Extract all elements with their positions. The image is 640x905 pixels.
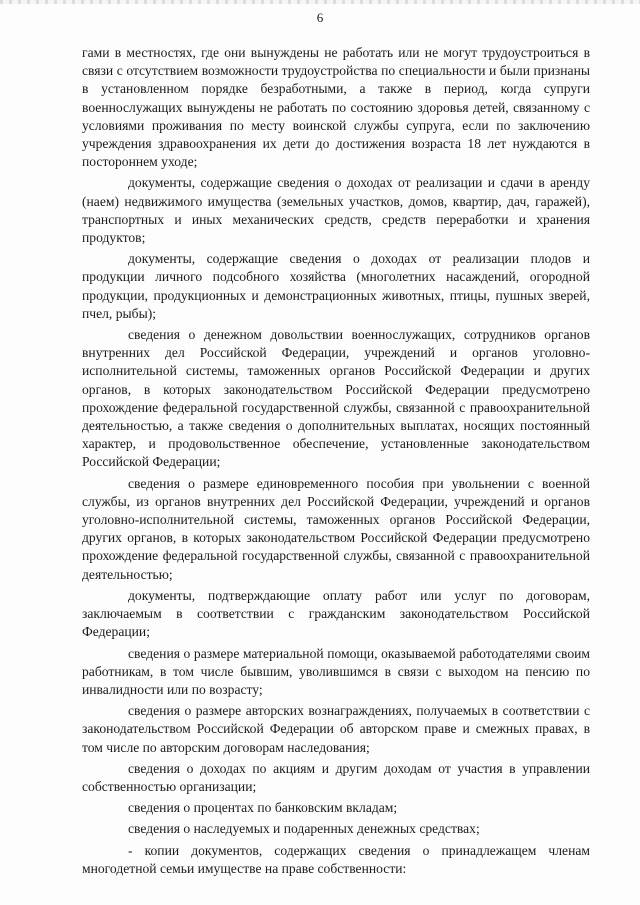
paragraph-contract-payments: документы, подтверждающие оплату работ или услуг по договорам, заключаемым в соответствии с гражданским законодательством Российской Федерации; <box>82 587 590 640</box>
paragraph-property-rental-income: документы, содержащие сведения о доходах от реализации и сдачи в аренду (наем) недвижимого имущества (земельных участков, домов, квартир, дач, гаражей), транспортных и иных механических средств, средств переработки и хранения продуктов; <box>82 175 590 246</box>
page-number: 6 <box>316 10 324 25</box>
paragraph-severance-allowance: сведения о размере единовременного пособия при увольнении с военной службы, из органов внутренних дел Российской Федерации, учреждений и органов уголовно-исполнительной системы, таможенных органов Российской Федерации, других органов, в которых законодательством Российской Федерации предусмотрено прохождение федеральной государственной службы, связанной с правоохранительной деятельностью; <box>82 475 590 582</box>
paragraph-household-produce-income: документы, содержащие сведения о доходах от реализации плодов и продукции личного подсобного хозяйства (многолетних насаждений, огородной продукции, продукционных и демонстрационных животных, птицы, пушных зверей, пчел, рыбы); <box>82 251 590 321</box>
paragraph-author-royalties: сведения о размере авторских вознаграждениях, получаемых в соответствии с законодательством Российской Федерации об авторском праве и смежных правах, в том числе по авторским договорам наследования; <box>82 703 590 755</box>
paragraph-share-dividends: сведения о доходах по акциям и другим доходам от участия в управлении собственностью организации; <box>82 760 590 794</box>
paragraph-property-documents: - копии документов, содержащих сведения о принадлежащем членам многодетной семьи имуществе на праве собственности: <box>82 842 590 876</box>
document-body <box>82 44 590 881</box>
scan-edge-artifact <box>0 0 640 4</box>
paragraph-inherited-funds: сведения о наследуемых и подаренных денежных средствах; <box>128 821 480 837</box>
paragraph-material-assistance: сведения о размере материальной помощи, оказываемой работодателями своим работникам, в том числе бывшим, уволившимся в связи с выходом на пенсию по инвалидности или по возрасту; <box>82 645 590 697</box>
paragraph-continuation: гами в местностях, где они вынуждены не работать или не могут трудоустроиться в связи с отсутствием возможности трудоустройства по специальности и были признаны в установленном порядке безработными, а также в период, когда супруги военнослужащих вынуждены не работать по состоянию здоровья детей, связанному с условиями проживания по месту воинской службы супруга, если по заключению учреждения здравоохранения их дети до достижения возраста 18 лет нуждаются в постороннем уходе; <box>82 45 590 170</box>
paragraph-bank-interest: сведения о процентах по банковским вкладам; <box>128 800 398 816</box>
paragraph-military-allowance: сведения о денежном довольствии военнослужащих, сотрудников органов внутренних дел Российской Федерации, учреждений и органов уголовно-исполнительной системы, таможенных органов Российской Федерации и других органов, в которых законодательством Российской Федерации предусмотрено прохождение федеральной государственной службы, связанной с правоохранительной деятельностью, а также сведения о дополнительных выплатах, носящих постоянный характер, и продовольственное обеспечение, установленные законодательством Российской Федерации; <box>82 327 590 470</box>
